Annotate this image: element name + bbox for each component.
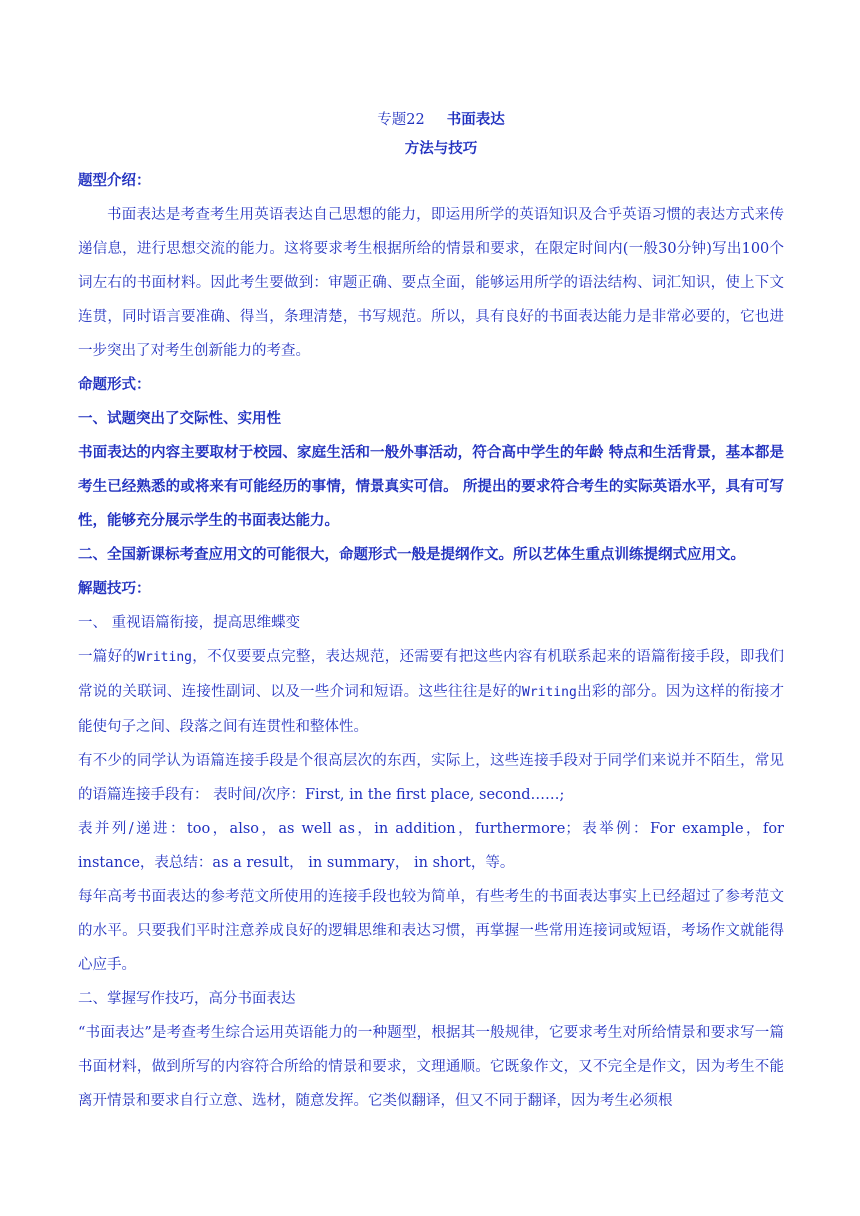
tip-1-p1-word-2: Writing [522, 685, 577, 700]
tip-1-p1-part-c: 出彩的部分。因为这样的衔接才能使句子之间、段落之间有连贯性和整体性。 [78, 684, 784, 735]
tip-1-heading: 一、 重视语篇衔接，提高思维蝶变 [78, 615, 301, 631]
intro-paragraph: 书面表达是考查考生用英语表达自己思想的能力，即运用所学的英语知识及合乎英语习惯的表达方式来传递信息，进行思想交流的能力。这将要求考生根据所给的情景和要求，在限定时间内(一般30分钟)写出100个词左右的书面材料。因此考生要做到：审题正确、要点全面，能够运用所学的语法结构、词汇知识，使上下文连贯，同时语言要准确、得当，条理清楚，书写规范。所以，具有良好的书面表达能力是非常必要的，它也进一步突出了对考生创新能力的考查。 [78, 207, 784, 359]
tip-2-heading: 二、掌握写作技巧，高分书面表达 [78, 991, 296, 1007]
form-point-2: 二、全国新课标考查应用文的可能很大，命题形式一般是提纲作文。所以艺体生重点训练提纲式应用文。 [78, 546, 745, 563]
page-subtitle: 方法与技巧 [404, 140, 478, 157]
title-number: 专题22 [377, 112, 425, 128]
tip-1-paragraph-4: 每年高考书面表达的参考范文所使用的连接手段也较为简单，有些考生的书面表达事实上已经超过了参考范文的水平。只要我们平时注意养成良好的逻辑思维和表达习惯，再掌握一些常用连接词或短语，考场作文就能得心应手。 [78, 889, 784, 973]
tip-1-paragraph-2: 有不少的同学认为语篇连接手段是个很高层次的东西，实际上，这些连接手段对于同学们来说并不陌生，常见的语篇连接手段有： 表时间/次序：First, in the first place, second……; [78, 753, 784, 803]
tip-1-paragraph-1 [78, 640, 784, 744]
tip-1-paragraph-3: 表并列/递进：too，also，as well as，in addition，furthermore；表举例：For example，for instance，表总结：as a result， in summary， in short，等。 [78, 821, 784, 871]
form-point-1-heading: 一、试题突出了交际性、实用性 [78, 410, 281, 427]
title-main: 书面表达 [446, 111, 505, 128]
section-heading-form: 命题形式： [78, 376, 151, 393]
tip-2-paragraph-1: “书面表达”是考查考生综合运用英语能力的一种题型，根据其一般规律，它要求考生对所给情景和要求写一篇书面材料，做到所写的内容符合所给的情景和要求，文理通顺。它既象作文，又不完全是作文，因为考生不能离开情景和要求自行立意、选材，随意发挥。它类似翻译，但又不同于翻译，因为考生必须根 [78, 1025, 784, 1109]
form-point-1-text: 书面表达的内容主要取材于校园、家庭生活和一般外事活动，符合高中学生的年龄 特点和生活背景，基本都是考生已经熟悉的或将来有可能经历的事情，情景真实可信。 所提出的要求符合考生的实际英语水平，具有可写性，能够充分展示学生的书面表达能力。 [78, 444, 784, 529]
page-title [98, 106, 784, 134]
section-heading-intro: 题型介绍： [78, 172, 151, 189]
tip-1-p1-part-b: ，不仅要要点完整，表达规范，还需要有把这些内容有机联系起来的语篇衔接手段，即我们常说的关联词、连接性副词、以及一些介词和短语。这些往往是好的 [78, 649, 784, 700]
tip-1-p1-word-1: Writing [137, 650, 192, 665]
section-heading-tips: 解题技巧： [78, 580, 151, 597]
tip-1-p1-part-a: 一篇好的 [78, 649, 138, 665]
